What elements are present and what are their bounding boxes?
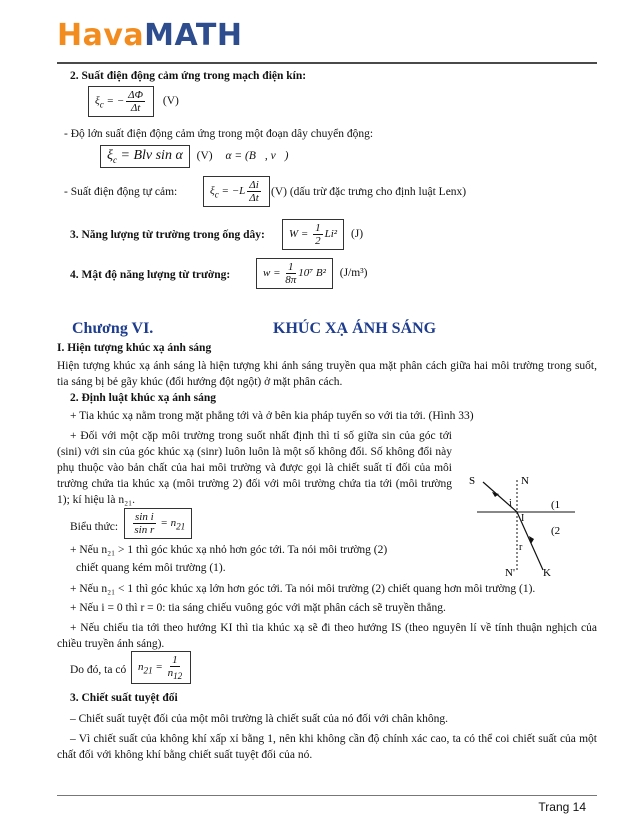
- dodo-label: Do đó, ta có: [70, 664, 127, 676]
- law1-text: + Tia khúc xạ nằm trong mặt phẳng tới và ở bên kia pháp tuyến so với tia tới. (Hình 33): [70, 410, 474, 422]
- refraction-diagram: [465, 472, 585, 582]
- formula-energy-density-unit: (J/m³): [339, 267, 368, 280]
- label-i: i: [509, 498, 512, 509]
- abs2-text: – Vì chiết suất của không khí xấp xỉ bằng 1, nên khi không cần độ chính xác cao, ta có thể coi chiết suất của một chất đối với không khí bằng chiết suất tuyệt đối của nó.: [57, 733, 597, 761]
- label-medium-1: (1: [551, 499, 561, 511]
- formula-snell: $\frac{\text{sin i}}{\text{sin r}}$ = $n_{21}$: [124, 508, 192, 539]
- footer-rule: [57, 795, 597, 796]
- formula-energy-density: w = $\frac{1}{8\pi}$ 10⁷ B² (J/m³): [256, 258, 367, 289]
- label-I: I: [521, 513, 525, 524]
- logo-part1: Hava: [57, 18, 145, 53]
- incident-ray: [483, 482, 517, 512]
- formula-energy-unit: (J): [350, 228, 364, 241]
- case3-text: + Nếu i = 0 thì r = 0: tia sáng chiếu vuông góc với mặt phân cách sẽ truyền thẳng.: [70, 602, 446, 614]
- label-N: N: [521, 475, 529, 487]
- case1a-text: + Nếu n₂₁ > 1 thì góc khúc xạ nhỏ hơn góc tới. Ta nói môi trường (2): [70, 544, 388, 556]
- label-K: K: [543, 567, 551, 579]
- sub2-title: 2. Định luật khúc xạ ánh sáng: [70, 392, 217, 404]
- label-r: r: [519, 542, 523, 553]
- sec1-text: Hiện tượng khúc xạ ánh sáng là hiện tượng khi ánh sáng truyền qua mặt phân cách giữa hai môi trường trong suốt, tia sáng bị bẻ gãy khúc (đổi hướng đột ngột) ở mặt phân cách.: [57, 360, 597, 388]
- para-moving-wire: - Độ lớn suất điện động cảm ứng trong một đoạn dây chuyển động:: [64, 128, 374, 140]
- para-self-induction: - Suất điện động tự cảm:: [64, 186, 178, 198]
- section-magnetic-energy-title: 3. Năng lượng từ trường trong ống dây:: [70, 229, 265, 241]
- label-N-prime: N': [505, 567, 515, 579]
- abs1-text: – Chiết suất tuyệt đối của một môi trường là chiết suất của nó đối với chân không.: [70, 713, 449, 725]
- formula-self-induction-note: (V) (dấu trừ đặc trưng cho định luật Lenx): [271, 186, 467, 198]
- sec1-title: I. Hiện tượng khúc xạ ánh sáng: [57, 342, 212, 354]
- chapter-label: Chương VI.: [72, 320, 154, 337]
- havamath-logo: [57, 18, 242, 53]
- law2-text: + Đối với một cặp môi trường trong suốt nhất định thì tỉ số giữa sin của góc tới (sini) với sin của góc khúc xạ (sinr) luôn luôn là một số không đổi. Số không đổi này phụ thuộc vào bản chất của hai môi trường và được gọi là chiết suất tỉ đối của môi trường chứa tia khúc xạ (môi trường 2) đối với môi trường chứa tia tới (môi trường 1); kí hiệu là n₂₁.: [57, 430, 452, 506]
- logo-part2: MATH: [144, 18, 243, 53]
- formula-blv: $\xi_c$ = Blv sin α (V) α = (B⃗, v⃗): [100, 145, 289, 168]
- formula-blv-unit: (V): [196, 150, 213, 162]
- label-S: S: [469, 475, 476, 487]
- formula-self-induction: $\xi_c = -L$ $\frac{\Delta i}{\Delta t}$: [203, 176, 270, 207]
- case2-text: + Nếu n₂₁ < 1 thì góc khúc xạ lớn hơn góc tới. Ta nói môi trường (2) chiết quang hơn môi trường (1).: [70, 583, 536, 595]
- page-number: Trang 14: [538, 800, 586, 814]
- section-emf-title: 2. Suất điện động cảm ứng trong mạch điện kín:: [70, 70, 307, 82]
- formula-emf: $\xi_c$ = − $\frac{\Delta\Phi}{\Delta t}$ (V): [88, 86, 179, 117]
- section-energy-density-title: 4. Mật độ năng lượng từ trường:: [70, 269, 231, 281]
- formula-alpha: α = (B⃗, v⃗): [225, 150, 289, 162]
- case1b-text: chiết quang kém môi trường (1).: [76, 562, 226, 574]
- label-medium-2: (2: [551, 525, 561, 537]
- formula-energy: W = $\frac{1}{2}$ Li² (J): [282, 219, 363, 250]
- chapter-title: KHÚC XẠ ÁNH SÁNG: [273, 320, 437, 337]
- case4-text: + Nếu chiếu tia tới theo hướng KI thì tia khúc xạ sẽ đi theo hướng IS (theo nguyên lí về tính thuận nghịch của chiều truyền ánh sáng).: [57, 622, 597, 650]
- sub3-title: 3. Chiết suất tuyệt đối: [70, 692, 178, 704]
- bieuthuc-label: Biểu thức:: [70, 521, 119, 533]
- formula-emf-unit: (V): [162, 95, 179, 108]
- formula-inverse: $n_{21}$ = $\frac{1}{n_{12}}$: [131, 651, 191, 684]
- header-rule: [57, 62, 597, 64]
